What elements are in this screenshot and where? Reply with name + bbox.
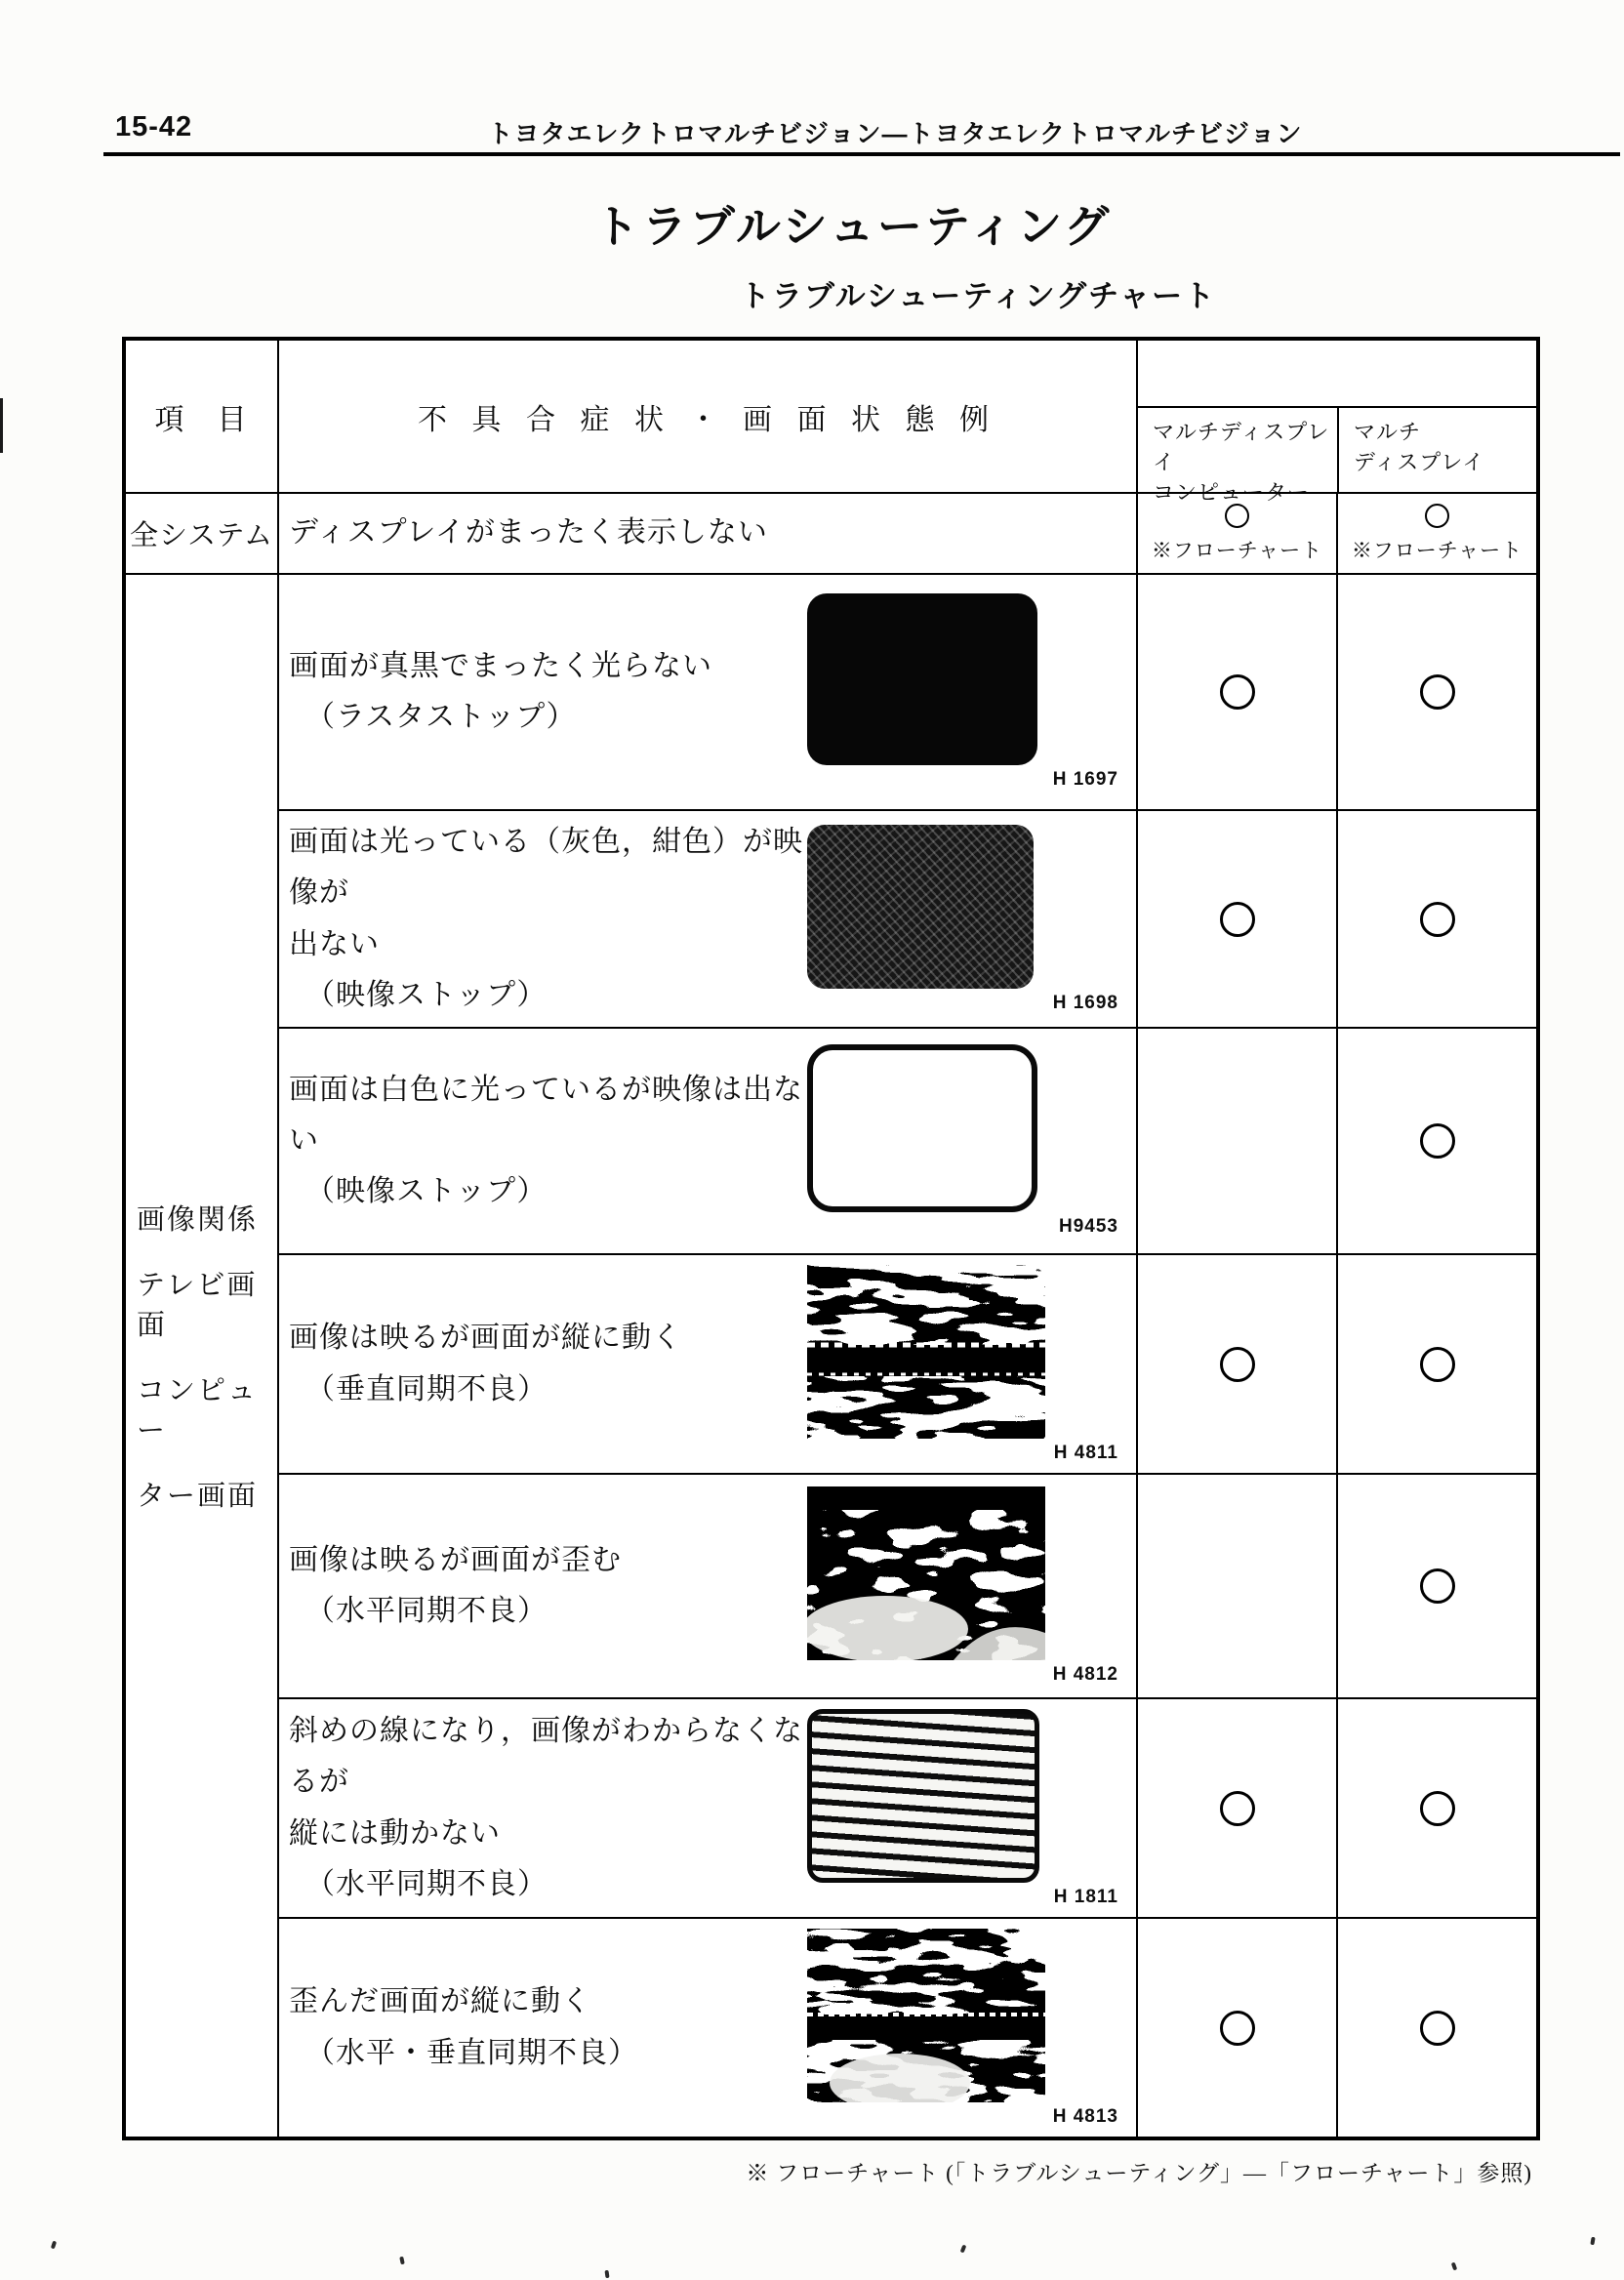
- item-cell-all-system: 全システム: [126, 492, 277, 573]
- page-title: トラブルシューティング: [593, 201, 1113, 252]
- figure-vertical-rolling-picture: [807, 1265, 1045, 1439]
- mark-cell-multi-display-computer: [1136, 809, 1336, 1027]
- mark-cell-multi-display: [1336, 492, 1536, 573]
- symptom-text: 縦には動かない: [289, 1816, 501, 1850]
- mark-cell-multi-display: [1336, 1027, 1536, 1253]
- column-header-item: 項 目: [154, 403, 249, 436]
- symptom-cell: [277, 1473, 1136, 1697]
- figure-label: H9453: [1059, 1216, 1118, 1237]
- mark-cell-multi-display: [1336, 1697, 1536, 1917]
- mark-cell-multi-display-computer: [1136, 1253, 1336, 1473]
- item-line: テレビ画面: [137, 1270, 258, 1341]
- column-header-multi-display-computer: [1138, 408, 1337, 506]
- figure-black-screen: [807, 593, 1037, 765]
- circle-mark: [1220, 1791, 1255, 1826]
- figure-white-no-video-screen: [807, 1044, 1037, 1212]
- mark-cell-multi-display: [1336, 1253, 1536, 1473]
- figure-gray-no-video-screen: [807, 825, 1034, 989]
- figure-label: H 1698: [1052, 992, 1118, 1013]
- mark-cell-multi-display-computer: [1136, 492, 1336, 573]
- circle-mark: [1220, 902, 1255, 937]
- symptom-text: 斜めの線になり，画像がわからなくなるが: [289, 1715, 803, 1799]
- page-subtitle: トラブルシューティングチャート: [739, 279, 1217, 313]
- column-header-multi-display: [1337, 408, 1536, 492]
- circle-mark: [1420, 1791, 1455, 1826]
- mark-cell-multi-display: [1336, 1917, 1536, 2137]
- symptom-text: （垂直同期不良）: [305, 1372, 548, 1405]
- symptom-cell: [277, 1697, 1136, 1917]
- circle-mark: [1420, 1347, 1455, 1382]
- symptom-text: 画面は光っている（灰色，紺色）が映像が: [289, 826, 803, 910]
- circle-mark: [1420, 1123, 1455, 1159]
- item-line: ター画面: [137, 1481, 259, 1512]
- circle-mark: [1420, 902, 1455, 937]
- mark-cell-multi-display-computer: [1136, 1917, 1336, 2137]
- figure-label: H 4811: [1053, 1442, 1118, 1463]
- symptom-cell: [277, 809, 1136, 1027]
- mark-cell-multi-display: [1336, 809, 1536, 1027]
- header-line: ディスプレイ: [1354, 450, 1485, 475]
- result-columns-header: [1136, 341, 1536, 506]
- mark-cell-multi-display-computer: [1136, 1027, 1336, 1253]
- flowchart-note: ※フローチャート: [1151, 538, 1323, 562]
- header-line: コンピューター: [1153, 480, 1311, 506]
- item-line: コンピュー: [137, 1375, 259, 1446]
- flowchart-footnote: ※ フローチャート (「トラブルシューティング」―「フローチャート」参照): [746, 2161, 1532, 2185]
- mark-cell-multi-display: [1336, 573, 1536, 809]
- symptom-text: （映像ストップ）: [305, 978, 548, 1011]
- symptom-text: （ラスタストップ）: [305, 701, 577, 733]
- flowchart-note: ※フローチャート: [1351, 538, 1523, 562]
- circle-mark: [1220, 674, 1255, 710]
- scan-speck: [1451, 2262, 1457, 2271]
- figure-label: H 1697: [1052, 769, 1118, 790]
- scan-speck: [399, 2257, 405, 2265]
- symptom-text: （水平同期不良）: [305, 1867, 548, 1900]
- circle-mark: [1220, 1347, 1255, 1382]
- symptom-cell: [277, 492, 1136, 573]
- symptom-cell: [277, 1253, 1136, 1473]
- symptom-text: （水平・垂直同期不良）: [305, 2036, 638, 2069]
- figure-distorted-picture: [807, 1486, 1045, 1660]
- circle-mark: [1420, 2011, 1455, 2046]
- figure-label: H 1811: [1053, 1886, 1118, 1907]
- circle-mark: [1220, 2011, 1255, 2046]
- figure-label: H 4812: [1052, 1664, 1118, 1685]
- mark-cell-multi-display: [1336, 1473, 1536, 1697]
- circle-mark: [1420, 674, 1455, 710]
- figure-label: H 4813: [1052, 2105, 1118, 2127]
- circle-mark: [1420, 1568, 1455, 1604]
- header-line: マルチディスプレイ: [1153, 420, 1330, 475]
- symptom-text: 画像は映るが画面が縦に動く: [289, 1322, 682, 1355]
- circle-mark: [1225, 504, 1249, 528]
- figure-diagonal-lines-screen: [807, 1709, 1039, 1883]
- symptom-text: （水平同期不良）: [305, 1595, 548, 1627]
- scan-speck: [1590, 2237, 1595, 2246]
- symptom-cell: [277, 1917, 1136, 2137]
- symptom-cell: [277, 573, 1136, 809]
- symptom-text: （映像ストップ）: [305, 1175, 548, 1208]
- mark-cell-multi-display-computer: [1136, 1473, 1336, 1697]
- item-line: 画像関係: [137, 1204, 259, 1236]
- symptom-text: 画面は白色に光っているが映像は出ない: [289, 1073, 803, 1157]
- scan-speck: [51, 2241, 57, 2250]
- scan-speck: [604, 2270, 609, 2278]
- column-header-symptom: 不 具 合 症 状 ・ 画 面 状 態 例: [277, 341, 1136, 492]
- figure-distorted-rolling-picture: [807, 1929, 1045, 2102]
- running-header: トヨタエレクトロマルチビジョン―トヨタエレクトロマルチビジョン: [487, 119, 1303, 148]
- symptom-cell: [277, 1027, 1136, 1253]
- scan-artifact: [0, 398, 3, 453]
- page-number: 15-42: [115, 111, 193, 142]
- scan-speck: [960, 2245, 967, 2254]
- symptom-text: 画面が真黒でまったく光らない: [289, 649, 712, 682]
- item-cell-image-related: [126, 573, 277, 2137]
- troubleshooting-chart-table: [122, 337, 1540, 2140]
- symptom-text: ディスプレイがまったく表示しない: [289, 516, 768, 550]
- header-line: マルチ: [1354, 420, 1422, 444]
- symptom-text: 出ない: [289, 927, 380, 960]
- mark-cell-multi-display-computer: [1136, 573, 1336, 809]
- circle-mark: [1425, 504, 1449, 528]
- symptom-text: 歪んだ画面が縦に動く: [289, 1985, 591, 2018]
- mark-cell-multi-display-computer: [1136, 1697, 1336, 1917]
- symptom-text: 画像は映るが画面が歪む: [289, 1543, 622, 1576]
- header-rule: [103, 152, 1620, 156]
